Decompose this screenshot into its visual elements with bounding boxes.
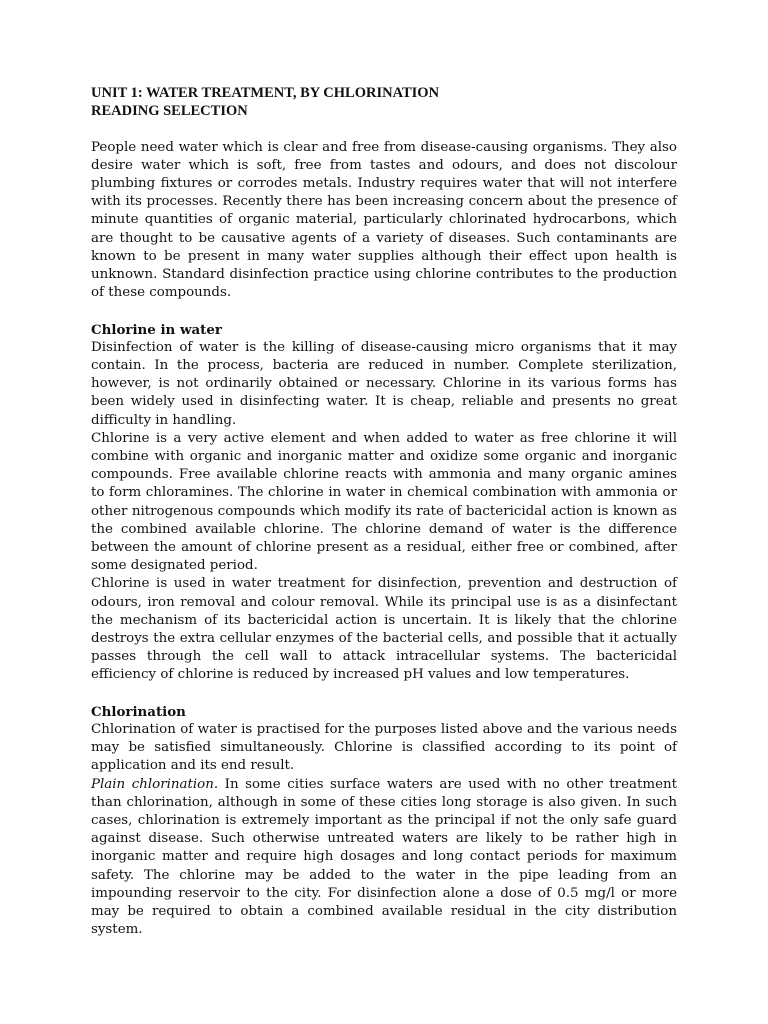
spacer <box>91 120 677 138</box>
document-title-line2: READING SELECTION <box>91 103 248 120</box>
intro-paragraph: People need water which is clear and free from disease-causing organisms. They also desire water which is soft, free from tastes and odours, and does not discolour plumbing fixtures or corrodes metals. Industry requires water that will not interfere with its processes. Recently there has been increasing concern about the presence of minute quantities of organic material, particularly chlorinated hydrocarbons, which are thought to be causative agents of a variety of diseases. Such contaminants are known to be present in many water supplies although their effect upon health is unknown. Standard disinfection practice using chlorine contributes to the production of these compounds. <box>91 139 677 301</box>
chlorine-in-water-paragraph-2: Chlorine is a very active element and when added to water as free chlorine it will combine with organic and inorganic matter and oxidize some organic and inorganic compounds. Free available chlorine reacts with ammonia and many organic amines to form chloramines. The chlorine in water in chemical combination with ammonia or other nitrogenous compounds which modify its rate of bactericidal action is known as the combined available chlorine. The chlorine demand of water is the difference between the amount of chlorine present as a residual, either free or combined, after some designated period. <box>91 430 677 574</box>
chlorine-in-water-paragraph-3: Chlorine is used in water treatment for disinfection, prevention and destruction of odours, iron removal and colour removal. While its principal use is as a disinfectant the mechanism of its bactericidal action is uncertain. It is likely that the chlorine destroys the extra cellular enzymes of the bacterial cells, and possible that it actually passes through the cell wall to attack intracellular systems. The bactericidal efficiency of chlorine is reduced by increased pH values and low temperatures. <box>91 576 677 683</box>
section-heading-chlorination: Chlorination <box>91 703 186 720</box>
chlorine-in-water-paragraph-1: Disinfection of water is the killing of disease-causing micro organisms that it may contain. In the process, bacteria are reduced in number. Complete sterilization, however, is not ordinarily obtained or necessary. Chlorine in its various forms has been widely used in disinfecting water. It is cheap, reliable and presents no great difficulty in handling. <box>91 339 677 428</box>
spacer <box>91 685 677 703</box>
plain-chlorination-paragraph <box>91 776 677 940</box>
plain-chlorination-lead: Plain chlorination. <box>91 776 219 792</box>
plain-chlorination-text: In some cities surface waters are used with no other treatment than chlorination, although in some of these cities long storage is also given. In such cases, chlorination is extremely important as the principal if not the only safe guard against disease. Such otherwise untreated waters are likely to be rather high in inorganic matter and require high dosages and long contact periods for maximum safety. The chlorine may be added to the water in the pipe leading from an impounding reservoir to the city. For disinfection alone a dose of 0.5 mg/l or more may be required to obtain a combined available residual in the city distribution system. <box>91 776 677 938</box>
spacer <box>91 302 677 320</box>
document-page <box>91 84 677 940</box>
chlorination-paragraph-1: Chlorination of water is practised for the purposes listed above and the various needs may be satisfied simultaneously. Chlorine is classified according to its point of application and its end result. <box>91 722 677 774</box>
document-title-line1: UNIT 1: WATER TREATMENT, BY CHLORINATION <box>91 85 440 101</box>
section-heading-chlorine-in-water: Chlorine in water <box>91 321 222 338</box>
